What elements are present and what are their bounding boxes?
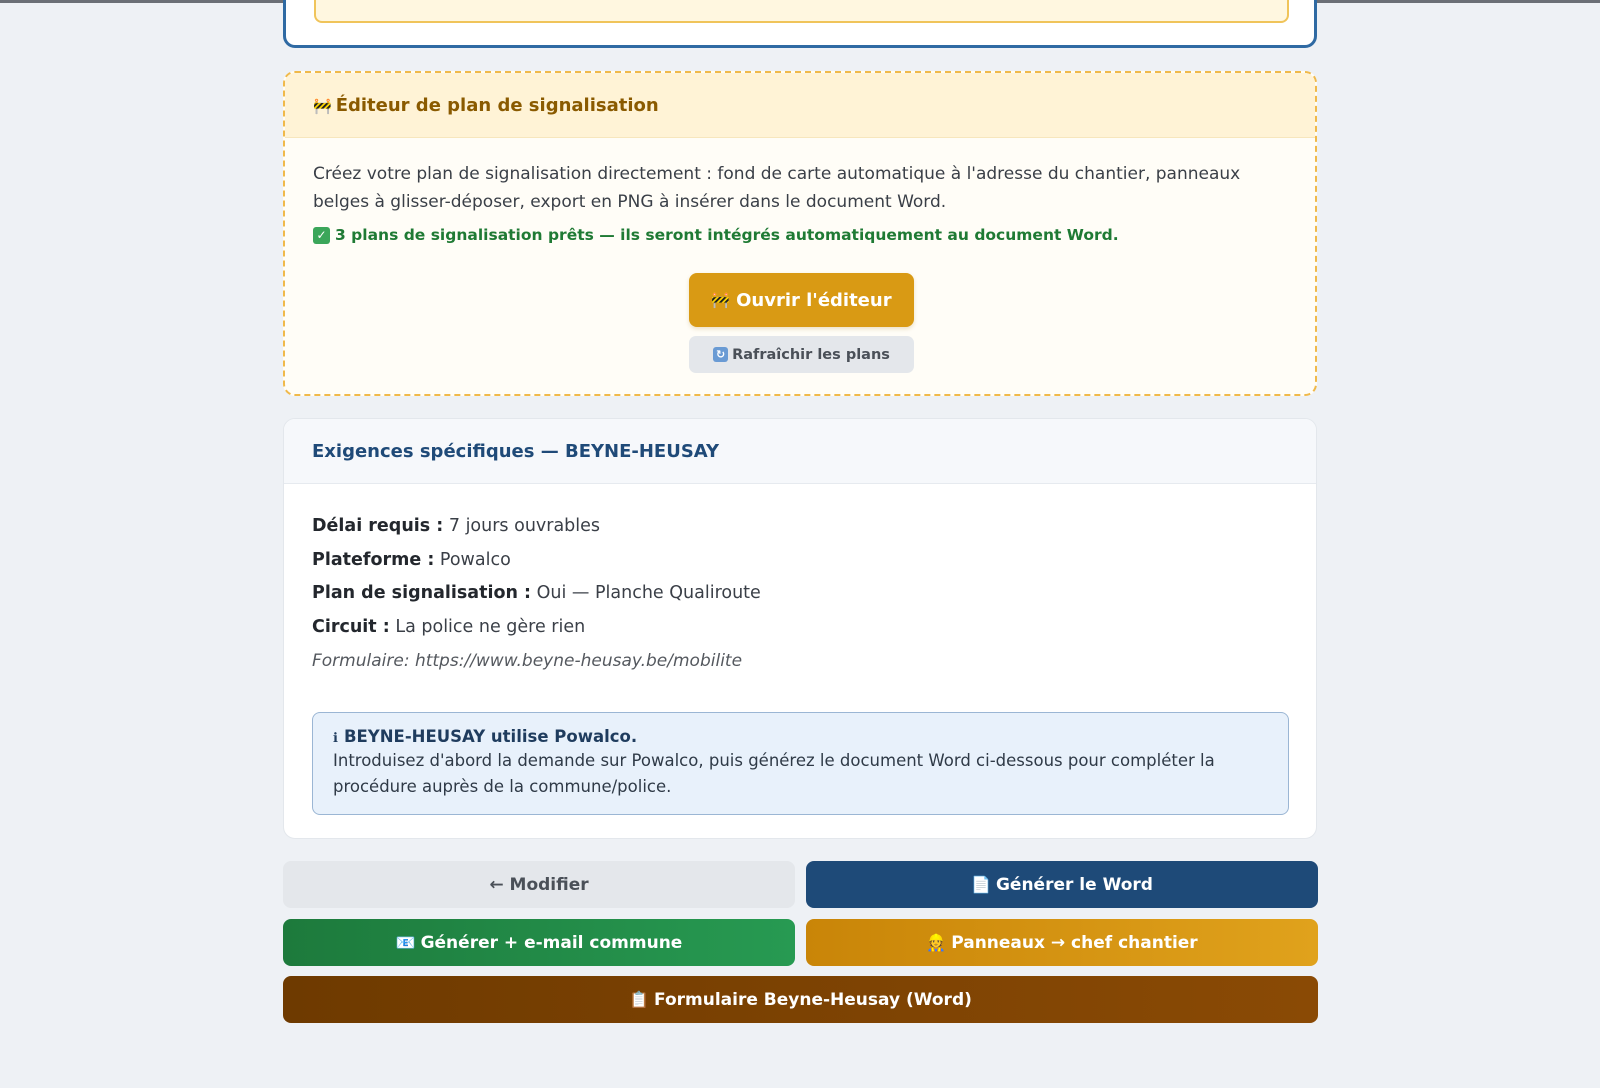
signage-editor-title: 🚧 Éditeur de plan de signalisation xyxy=(313,94,659,116)
open-editor-button[interactable]: 🚧 Ouvrir l'éditeur xyxy=(689,273,914,327)
plans-ready-status: ✓ 3 plans de signalisation prêts — ils seront intégrés automatiquement au document Word. xyxy=(313,226,1287,244)
requirements-title: Exigences spécifiques — BEYNE-HEUSAY xyxy=(312,440,720,462)
refresh-plans-button[interactable]: ↻ Rafraîchir les plans xyxy=(689,336,914,373)
roadwork-barrier-icon: 🚧 xyxy=(313,96,332,115)
form-link[interactable]: Formulaire: https://www.beyne-heusay.be/mobilite xyxy=(312,651,743,671)
email-icon: 📧 xyxy=(395,933,416,952)
specific-requirements-card xyxy=(283,418,1317,839)
worker-icon: 👷 xyxy=(926,933,947,952)
info-icon: ℹ xyxy=(333,731,338,746)
generate-word-button[interactable]: 📄 Générer le Word xyxy=(806,861,1318,908)
requirement-row-delay: Délai requis : 7 jours ouvrables xyxy=(312,516,601,536)
requirement-row-circuit: Circuit : La police ne gère rien xyxy=(312,616,586,637)
signage-editor-card xyxy=(283,71,1317,396)
requirement-row-signage-plan: Plan de signalisation : Oui — Planche Qualiroute xyxy=(312,583,761,603)
signage-editor-description: Créez votre plan de signalisation directement : fond de carte automatique à l'adresse du chantier, panneaux belges à glisser-déposer, export en PNG à insérer dans le document Word. xyxy=(313,164,1241,212)
refresh-icon: ↻ xyxy=(713,347,728,362)
panels-to-site-manager-button[interactable]: 👷 Panneaux → chef chantier xyxy=(806,919,1318,966)
document-icon: 📄 xyxy=(971,875,991,894)
powalco-info-box xyxy=(312,712,1289,815)
modify-button[interactable]: ← Modifier xyxy=(283,861,795,908)
previous-card xyxy=(283,0,1317,48)
requirement-row-platform: Plateforme : Powalco xyxy=(312,549,511,570)
info-title: ℹ BEYNE-HEUSAY utilise Powalco. xyxy=(333,727,638,746)
clipboard-icon: 📋 xyxy=(629,990,650,1009)
signage-editor-header xyxy=(285,73,1315,138)
requirements-header xyxy=(284,419,1316,484)
roadwork-barrier-icon: 🚧 xyxy=(711,291,731,309)
previous-card-alert xyxy=(314,0,1289,23)
check-icon: ✓ xyxy=(313,227,330,244)
generate-email-button[interactable]: 📧 Générer + e-mail commune xyxy=(283,919,795,966)
beyne-heusay-form-button[interactable]: 📋 Formulaire Beyne-Heusay (Word) xyxy=(283,976,1318,1023)
info-text: Introduisez d'abord la demande sur Powalco, puis générez le document Word ci-dessous pour compléter la procédure auprès de la commune/police. xyxy=(333,751,1215,796)
